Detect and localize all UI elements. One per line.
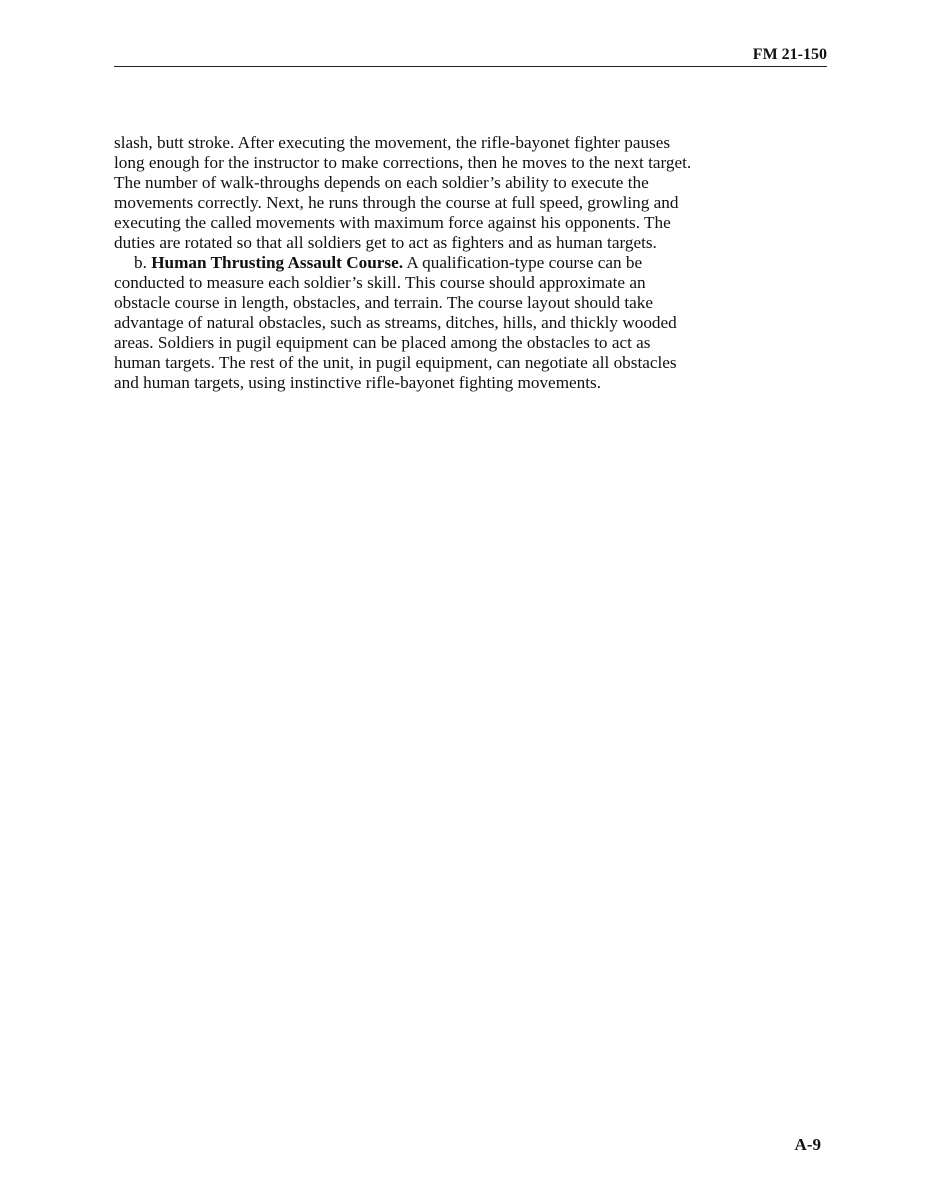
running-head: FM 21-150 — [752, 46, 827, 63]
paragraph-continuation: slash, butt stroke. After executing the movement, the rifle-bayonet fighter pauses long enough for the instructor to make corrections, then he moves to the next target. The number of walk-throughs depends on each soldier’s ability to execute the movements correctly. Next, he runs through the course at full speed, growling and executing the called movements with maximum force against his opponents. The duties are rotated so that all soldiers get to act as fighters and as human targets. — [114, 133, 692, 252]
paragraph-heading: Human Thrusting Assault Course. — [151, 253, 404, 272]
header-rule — [114, 66, 827, 67]
paragraph-b — [114, 253, 698, 393]
paragraph-text: A qualification-type course can be conducted to measure each soldier’s skill. This course should approximate an obstacle course in length, obstacles, and terrain. The course layout should take advantage of natural obstacles, such as streams, ditches, hills, and thickly wooded areas. Soldiers in pugil equipment can be placed among the obstacles to act as human targets. The rest of the unit, in pugil equipment, can negotiate all obstacles and human targets, using instinctive rifle-bayonet fighting movements. — [114, 253, 677, 392]
paragraph-label: b. — [134, 253, 147, 272]
page-number: A-9 — [794, 1135, 821, 1154]
body-text — [114, 133, 698, 393]
